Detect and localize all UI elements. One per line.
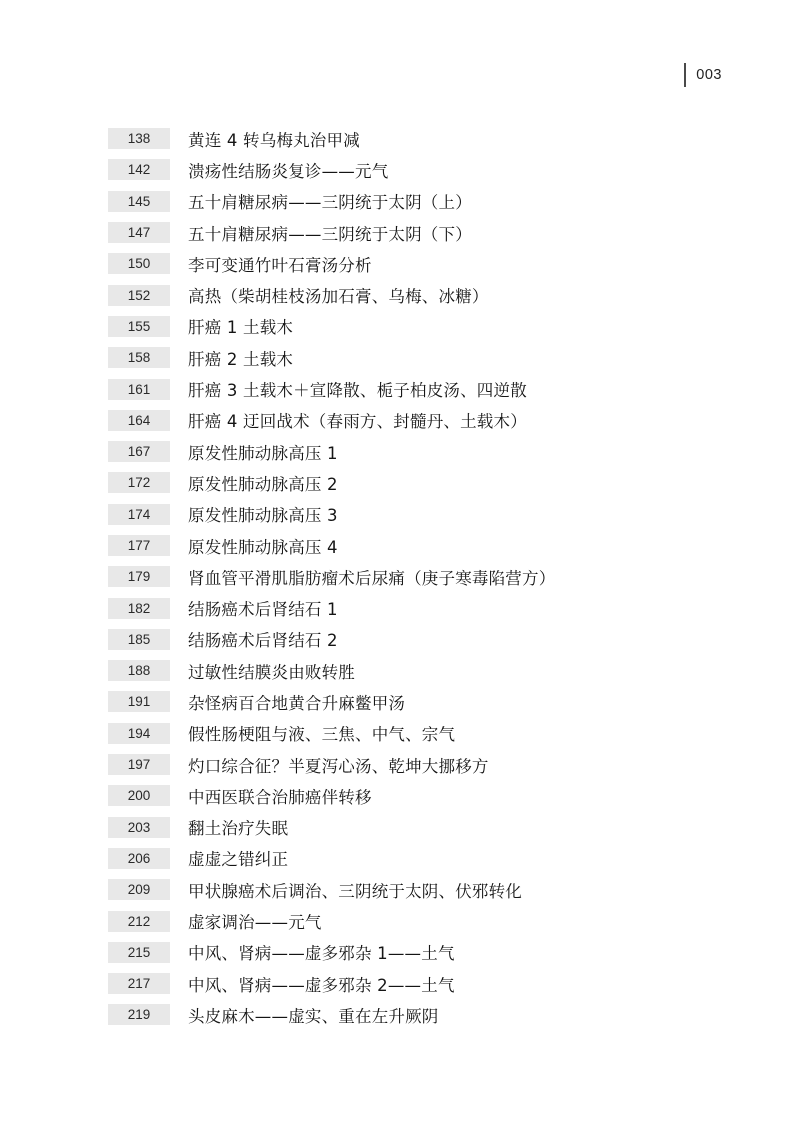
toc-entry-page: 172: [108, 472, 170, 493]
toc-entry-page: 179: [108, 566, 170, 587]
toc-entry[interactable]: [108, 467, 728, 498]
toc-entry-title: 灼口综合征？半夏泻心汤、乾坤大挪移方: [188, 756, 489, 776]
toc-entry[interactable]: [108, 655, 728, 686]
toc-entry-title: 肝癌 3 土载木＋宣降散、栀子柏皮汤、四逆散: [188, 381, 527, 401]
toc-entry-page: 174: [108, 504, 170, 525]
toc-entry-title: 虚虚之错纠正: [188, 850, 289, 870]
toc-entry-title: 结肠癌术后肾结石 2: [188, 631, 338, 651]
toc-entry-title: 李可变通竹叶石膏汤分析: [188, 255, 372, 275]
toc-entry-page: 138: [108, 128, 170, 149]
toc-entry[interactable]: [108, 217, 728, 248]
toc-entry-page: 197: [108, 754, 170, 775]
toc-entry[interactable]: [108, 186, 728, 217]
toc-entry[interactable]: [108, 999, 728, 1030]
toc-entry-page: 215: [108, 942, 170, 963]
folio-rule: [684, 63, 686, 87]
toc-entry-page: 194: [108, 723, 170, 744]
toc-entry-title: 中风、肾病——虚多邪杂 1——土气: [188, 944, 455, 964]
toc-entry-page: 155: [108, 316, 170, 337]
toc-entry[interactable]: [108, 686, 728, 717]
toc-entry-page: 188: [108, 660, 170, 681]
toc-entry-title: 翻土治疗失眠: [188, 819, 289, 839]
table-of-contents: [108, 123, 728, 1031]
toc-entry-title: 原发性肺动脉高压 1: [188, 443, 338, 463]
toc-entry[interactable]: [108, 780, 728, 811]
page-header: [684, 62, 722, 88]
toc-entry-title: 肝癌 1 土载木: [188, 318, 294, 338]
toc-entry[interactable]: [108, 874, 728, 905]
toc-entry[interactable]: [108, 749, 728, 780]
toc-entry-title: 假性肠梗阻与液、三焦、中气、宗气: [188, 725, 456, 745]
toc-entry-page: 191: [108, 691, 170, 712]
toc-entry-page: 209: [108, 879, 170, 900]
toc-entry-page: 182: [108, 598, 170, 619]
toc-entry-page: 164: [108, 410, 170, 431]
toc-entry-title: 溃疡性结肠炎复诊——元气: [188, 161, 389, 181]
page-number: 003: [696, 67, 722, 83]
toc-entry[interactable]: [108, 405, 728, 436]
toc-entry[interactable]: [108, 154, 728, 185]
toc-entry[interactable]: [108, 592, 728, 623]
toc-entry-page: 161: [108, 379, 170, 400]
toc-entry[interactable]: [108, 123, 728, 154]
toc-entry-title: 过敏性结膜炎由败转胜: [188, 662, 355, 682]
toc-entry-title: 甲状腺癌术后调治、三阴统于太阴、伏邪转化: [188, 881, 522, 901]
toc-entry[interactable]: [108, 968, 728, 999]
toc-entry-title: 五十肩糖尿病——三阴统于太阴（上）: [188, 193, 472, 213]
toc-entry[interactable]: [108, 937, 728, 968]
toc-entry[interactable]: [108, 499, 728, 530]
toc-entry[interactable]: [108, 624, 728, 655]
toc-entry-page: 147: [108, 222, 170, 243]
toc-entry-page: 185: [108, 629, 170, 650]
toc-entry-page: 217: [108, 973, 170, 994]
toc-entry[interactable]: [108, 530, 728, 561]
toc-entry[interactable]: [108, 311, 728, 342]
toc-entry-title: 中西医联合治肺癌伴转移: [188, 787, 372, 807]
toc-entry-title: 杂怪病百合地黄合升麻鳖甲汤: [188, 693, 406, 713]
toc-entry-title: 黄连 4 转乌梅丸治甲减: [188, 130, 360, 150]
toc-entry-title: 虚家调治——元气: [188, 913, 322, 933]
toc-entry[interactable]: [108, 248, 728, 279]
toc-entry[interactable]: [108, 279, 728, 310]
toc-entry-page: 219: [108, 1004, 170, 1025]
toc-entry-page: 150: [108, 253, 170, 274]
toc-entry-page: 212: [108, 911, 170, 932]
toc-entry-title: 头皮麻木——虚实、重在左升厥阴: [188, 1006, 439, 1026]
toc-entry[interactable]: [108, 342, 728, 373]
toc-entry-title: 原发性肺动脉高压 3: [188, 506, 338, 526]
toc-entry-title: 肝癌 4 迂回战术（春雨方、封髓丹、土载木）: [188, 412, 527, 432]
toc-entry-page: 203: [108, 817, 170, 838]
toc-entry-page: 200: [108, 785, 170, 806]
toc-entry-title: 肾血管平滑肌脂肪瘤术后尿痛（庚子寒毒陷营方）: [188, 568, 556, 588]
toc-entry-page: 177: [108, 535, 170, 556]
toc-entry-title: 五十肩糖尿病——三阴统于太阴（下）: [188, 224, 472, 244]
toc-entry[interactable]: [108, 843, 728, 874]
toc-entry[interactable]: [108, 373, 728, 404]
toc-entry[interactable]: [108, 812, 728, 843]
toc-entry[interactable]: [108, 561, 728, 592]
toc-entry-title: 高热（柴胡桂枝汤加石膏、乌梅、冰糖）: [188, 287, 489, 307]
toc-entry-page: 158: [108, 347, 170, 368]
toc-entry[interactable]: [108, 718, 728, 749]
toc-entry-title: 肝癌 2 土载木: [188, 349, 294, 369]
toc-entry-title: 中风、肾病——虚多邪杂 2——土气: [188, 975, 455, 995]
toc-entry[interactable]: [108, 905, 728, 936]
toc-entry-page: 206: [108, 848, 170, 869]
toc-entry-page: 142: [108, 159, 170, 180]
toc-entry-page: 145: [108, 191, 170, 212]
toc-entry-title: 原发性肺动脉高压 4: [188, 537, 338, 557]
toc-entry-page: 152: [108, 285, 170, 306]
toc-entry-title: 结肠癌术后肾结石 1: [188, 600, 338, 620]
toc-entry[interactable]: [108, 436, 728, 467]
toc-entry-title: 原发性肺动脉高压 2: [188, 474, 338, 494]
toc-entry-page: 167: [108, 441, 170, 462]
